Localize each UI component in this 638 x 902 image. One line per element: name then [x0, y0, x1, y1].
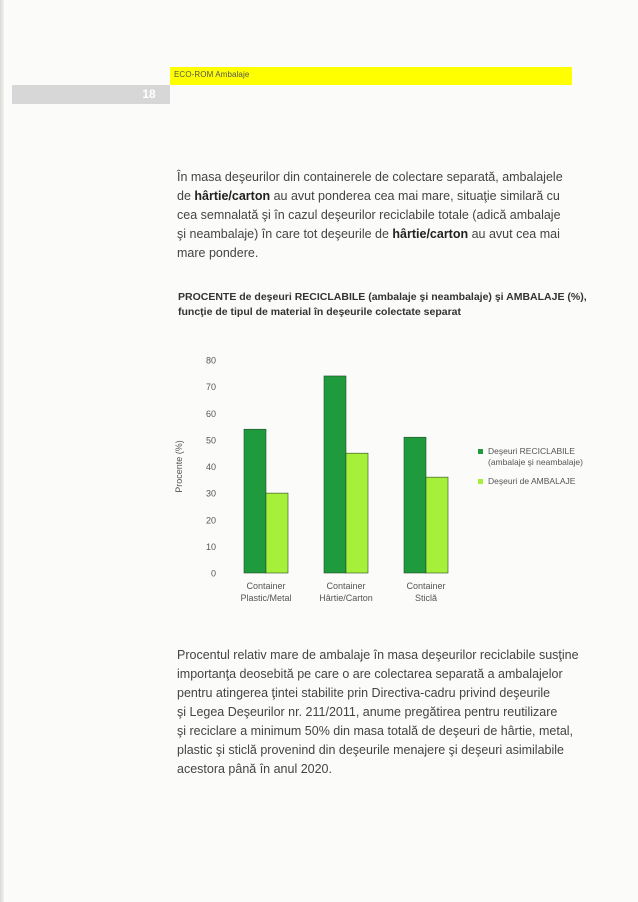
y-axis-label: Procente (%) [174, 440, 184, 493]
y-tick-label: 10 [205, 541, 216, 552]
intro-line-2: de hârtie/carton au avut ponderea cea mai mare, situaţie similară cu [177, 189, 560, 203]
chart-title [178, 290, 608, 320]
closing-line-1: Procentul relativ mare de ambalaje în masa deşeurilor reciclabile susţine [177, 648, 579, 662]
x-category-label: Sticlă [414, 593, 438, 603]
y-tick-label: 20 [205, 515, 216, 526]
bar-reciclabile-2 [324, 376, 346, 573]
x-category-label: Hârtie/Carton [319, 593, 373, 603]
bar-reciclabile-1 [244, 429, 266, 573]
intro-paragraph [177, 168, 577, 263]
bar-ambalaje-3 [426, 477, 448, 573]
header-brand-bar [170, 67, 572, 85]
legend-swatch [478, 449, 483, 454]
intro-line-1: În masa deşeurilor din containerele de colectare separată, ambalajele [177, 170, 563, 184]
y-tick-label: 60 [205, 408, 216, 419]
page-number: 18 [142, 87, 156, 101]
chart-title-line-1: PROCENTE de deşeuri RECICLABILE (ambalaje şi neambalaje) şi AMBALAJE (%), [178, 291, 587, 303]
closing-line-3: pentru atingerea ţintei stabilite prin Directiva-cadru privind deşeurile [177, 686, 551, 700]
legend-item-2 [478, 476, 618, 487]
page-edge-shadow [0, 0, 4, 902]
bar-ambalaje-2 [346, 453, 368, 573]
closing-line-7: acestora până în anul 2020. [177, 762, 332, 776]
y-tick-label: 0 [210, 568, 216, 579]
x-category-label: Container [326, 581, 366, 591]
bold-term: hârtie/carton [392, 227, 469, 241]
legend-label: Deşeuri de AMBALAJE [488, 476, 576, 486]
closing-line-6: plastic şi sticlă provenind din deşeurile menajere şi deşeuri asimilabile [177, 743, 564, 757]
y-tick-label: 80 [205, 355, 216, 366]
y-tick-label: 70 [205, 382, 216, 393]
x-category-label: Plastic/Metal [240, 593, 292, 603]
closing-paragraph [177, 646, 597, 779]
closing-line-5: şi reciclare a minimum 50% din masa totală de deşeuri de hârtie, metal, [177, 724, 574, 738]
closing-line-4: şi Legea Deşeurilor nr. 211/2011, anume pregătirea pentru reutilizare [177, 705, 558, 719]
intro-line-4: şi neambalaje) în care tot deşeurile de hârtie/carton au avut cea mai [177, 227, 560, 241]
legend-swatch [478, 479, 483, 484]
bar-ambalaje-1 [266, 493, 288, 573]
legend-label: (ambalaje şi neambalaje) [488, 457, 583, 467]
header-brand: ECO-ROM Ambalaje [174, 70, 250, 79]
x-category-label: Container [406, 581, 446, 591]
bold-term: hârtie/carton [194, 189, 271, 203]
intro-line-5: mare pondere. [177, 246, 259, 260]
y-tick-label: 30 [205, 488, 216, 499]
closing-line-2: importanţa deosebită pe care o are colectarea separată a ambalajelor [177, 667, 563, 681]
legend-item-1 [478, 446, 618, 468]
bar-chart [160, 340, 480, 620]
y-tick-label: 40 [205, 462, 216, 472]
legend-label: Deşeuri RECICLABILE [488, 446, 575, 456]
x-category-label: Container [246, 581, 286, 591]
intro-line-3: cea semnalată şi în cazul deşeurilor reciclabile totale (adică ambalaje [177, 208, 561, 222]
chart-legend [478, 446, 618, 495]
y-tick-label: 50 [205, 435, 216, 446]
bar-reciclabile-3 [404, 437, 426, 573]
chart-title-line-2: funcţie de tipul de material în deşeurile colectate separat [178, 306, 462, 318]
